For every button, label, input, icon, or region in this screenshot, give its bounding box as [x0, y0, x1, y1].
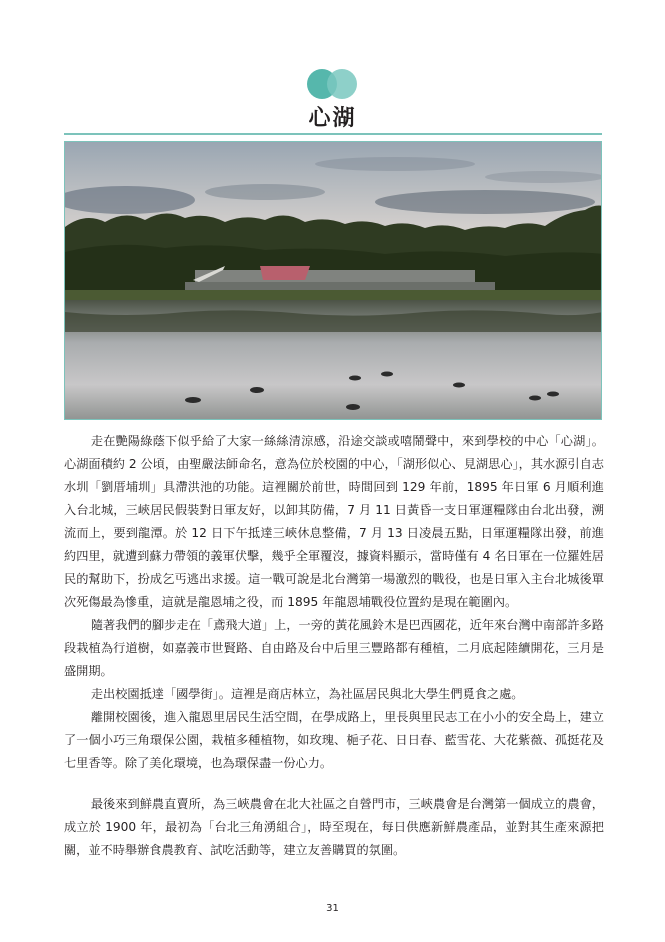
- logo-circle-right: [327, 69, 357, 99]
- paragraph-1: 走在艷陽綠蔭下似乎給了大家一絲絲清涼感，沿途交談或嘻鬧聲中，來到學校的中心「心湖」。心湖面積約 2 公頃，由聖嚴法師命名，意為位於校園的中心，「湖形似心、見湖思心」，其水源引自志水圳「劉厝埔圳」具滯洪池的功能。這裡關於前世，時間回到 129 年前，1895 年日軍 6 月順利進入台北城，三峽居民假裝對日軍友好，以卸其防備，7 月 11 日黃昏一支日軍運糧隊由台北出發，溯流而上，要到龍潭。於 12 日下午抵達三峽休息整備，7 月 13 日凌晨五點，日軍運糧隊出發，前進約四里，就遭到蘇力帶領的義軍伏擊，幾乎全軍覆沒，據資料顯示，當時僅有 4 名日軍在一位羅姓居民的幫助下，扮成乞丐逃出求援。這一戰可說是北台灣第一場激烈的戰役，也是日軍入主台北城後單次死傷最為慘重，這就是龍恩埔之役，而 1895 年龍恩埔戰役位置約是現在範圍內。: [64, 434, 604, 609]
- paragraph-3: 走出校園抵達「國學街」。這裡是商店林立，為社區居民與北大學生們覓食之處。: [90, 687, 524, 701]
- lake-photo: [64, 141, 602, 420]
- page-number: 31: [326, 903, 339, 914]
- article-body: [64, 430, 604, 862]
- paragraph-4: 離開校園後，進入龍恩里居民生活空間，在學成路上，里長與里民志工在小小的安全島上，建立了一個小巧三角環保公園，栽植多種植物，如玫瑰、梔子花、日日春、藍雪花、大花紫薇、孤挺花及七里香等。除了美化環境，也為環保盡一份心力。: [64, 710, 604, 770]
- paragraph-2: 隨著我們的腳步走在「鳶飛大道」上，一旁的黃花風鈴木是巴西國花，近年來台灣中南部許多路段栽植為行道樹，如嘉義市世賢路、自由路及台中后里三豐路都有種植，二月底起陸續開花，三月是盛開期。: [64, 618, 604, 678]
- section-logo: [307, 69, 357, 99]
- title-divider: [64, 133, 602, 135]
- paragraph-5: 最後來到鮮農直賣所，為三峽農會在北大社區之自營門市，三峽農會是台灣第一個成立的農會，成立於 1900 年，最初為「台北三角湧組合」，時至現在，每日供應新鮮農產品，並對其生產來源把關，並不時舉辦食農教育、試吃活動等，建立友善購買的氛圍。: [64, 797, 604, 857]
- page-title: 心湖: [308, 106, 357, 131]
